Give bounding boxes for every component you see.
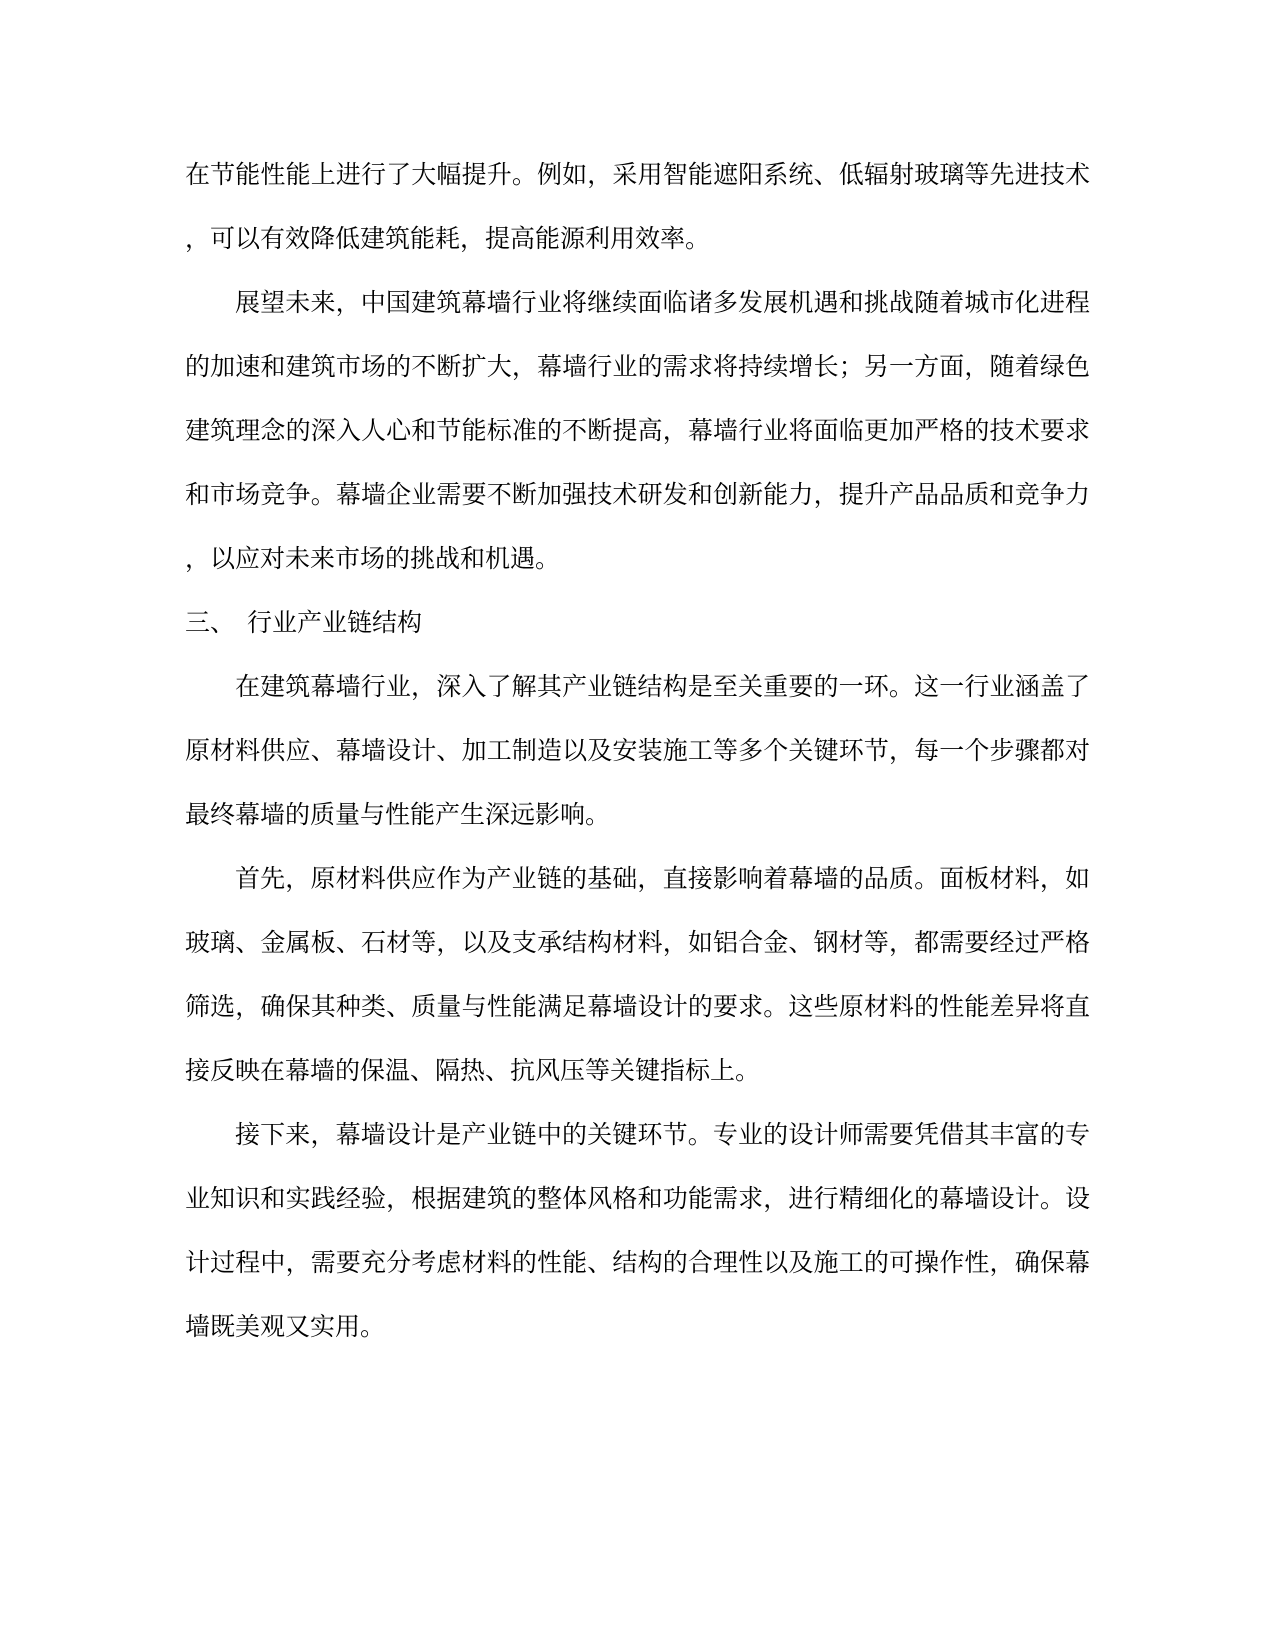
text-line: 首先，原材料供应作为产业链的基础，直接影响着幕墙的品质。面板材料，如	[235, 865, 1090, 893]
text-line: 玻璃、金属板、石材等，以及支承结构材料，如铝合金、钢材等，都需要经过严格	[185, 929, 1090, 957]
text-block	[185, 143, 1090, 1359]
text-line: ，以应对未来市场的挑战和机遇。	[185, 545, 561, 573]
text-line: 的加速和建筑市场的不断扩大，幕墙行业的需求将持续增长；另一方面，随着绿色	[185, 353, 1090, 381]
text-line: 接下来，幕墙设计是产业链中的关键环节。专业的设计师需要凭借其丰富的专	[235, 1121, 1090, 1149]
text-line: 接反映在幕墙的保温、隔热、抗风压等关键指标上。	[185, 1057, 761, 1085]
section-number: 三、	[185, 609, 236, 637]
section-title: 行业产业链结构	[247, 609, 423, 637]
text-line: 建筑理念的深入人心和节能标准的不断提高，幕墙行业将面临更加严格的技术要求	[185, 417, 1090, 445]
text-line: 最终幕墙的质量与性能产生深远影响。	[185, 801, 611, 829]
text-line: 计过程中，需要充分考虑材料的性能、结构的合理性以及施工的可操作性，确保幕	[185, 1249, 1090, 1277]
text-line: 筛选，确保其种类、质量与性能满足幕墙设计的要求。这些原材料的性能差异将直	[185, 993, 1090, 1021]
text-line: 展望未来，中国建筑幕墙行业将继续面临诸多发展机遇和挑战随着城市化进程	[235, 289, 1090, 317]
text-line: 在建筑幕墙行业，深入了解其产业链结构是至关重要的一环。这一行业涵盖了	[235, 673, 1090, 701]
text-line: 和市场竞争。幕墙企业需要不断加强技术研发和创新能力，提升产品品质和竞争力	[185, 481, 1090, 509]
text-line: 业知识和实践经验，根据建筑的整体风格和功能需求，进行精细化的幕墙设计。设	[185, 1185, 1090, 1213]
section-heading	[185, 591, 1090, 655]
text-line: 原材料供应、幕墙设计、加工制造以及安装施工等多个关键环节，每一个步骤都对	[185, 737, 1090, 765]
text-line: ，可以有效降低建筑能耗，提高能源利用效率。	[185, 225, 711, 253]
text-line: 墙既美观又实用。	[185, 1313, 386, 1341]
text-line: 在节能性能上进行了大幅提升。例如，采用智能遮阳系统、低辐射玻璃等先进技术	[185, 161, 1090, 189]
